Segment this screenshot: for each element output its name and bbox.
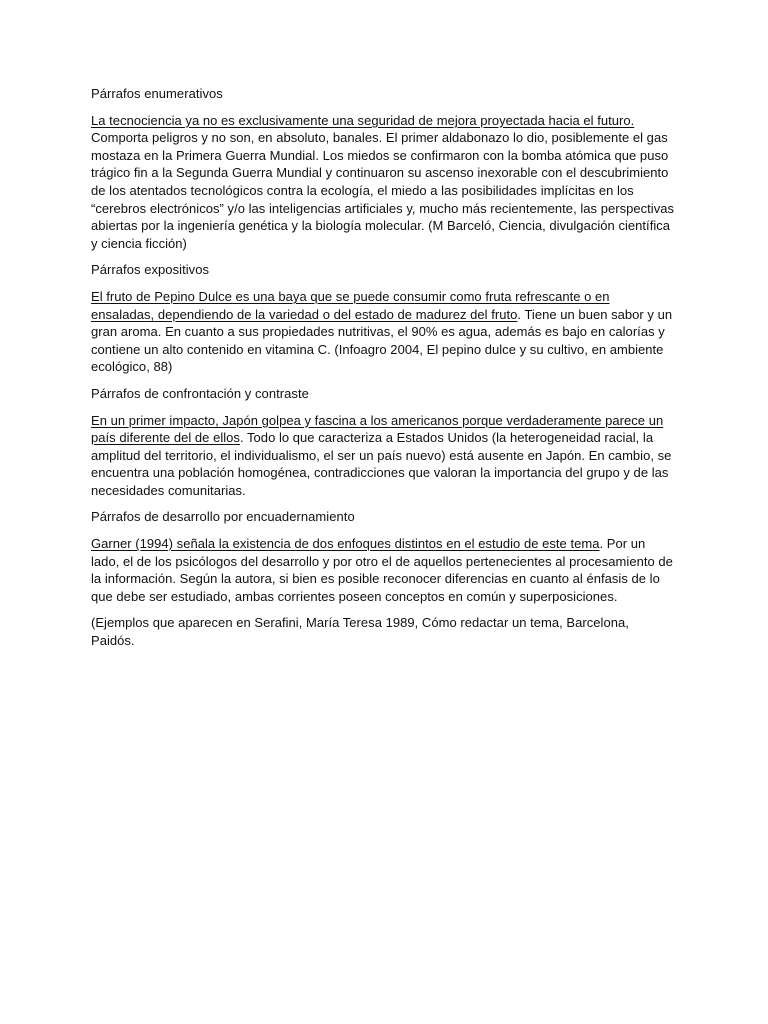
section-encuadernamiento bbox=[91, 508, 676, 605]
section-heading: Párrafos de confrontación y contraste bbox=[91, 385, 309, 401]
section-paragraph bbox=[91, 412, 676, 500]
section-paragraph bbox=[91, 288, 676, 376]
paragraph-text: . Todo lo que caracteriza a Estados Unidos (la heterogeneidad racial, la amplitud del territorio, el individualismo, el ser un país nuevo) está ausente en Japón. En cambio, se encuentra una población homogénea, contradicciones que valoran la importancia del grupo y de las necesidades comunitarias. bbox=[91, 430, 672, 498]
underlined-sentence: En un primer impacto, Japón golpea y fascina a los americanos porque verdaderamente parece un país diferente del de ellos bbox=[91, 412, 664, 446]
underlined-sentence: El fruto de Pepino Dulce es una baya que se puede consumir como fruta refrescante o en ensaladas, dependiendo de la variedad o del estado de madurez del fruto bbox=[91, 288, 610, 322]
underlined-sentence: La tecnociencia ya no es exclusivamente una seguridad de mejora proyectada hacia el futuro. bbox=[91, 112, 635, 128]
section-enumerativos bbox=[91, 85, 676, 252]
section-confrontacion bbox=[91, 385, 676, 500]
footnote: (Ejemplos que aparecen en Serafini, María Teresa 1989, Cómo redactar un tema, Barcelona, Paidós. bbox=[91, 615, 629, 649]
section-expositivos bbox=[91, 261, 676, 376]
section-heading: Párrafos expositivos bbox=[91, 262, 210, 278]
section-heading: Párrafos de desarrollo por encuadernamiento bbox=[91, 509, 355, 525]
document-body bbox=[91, 85, 676, 650]
paragraph-text: . Por un lado, el de los psicólogos del desarrollo y por otro el de aquellos pertenecientes al procesamiento de la información. Según la autora, si bien es posible reconocer diferencias en cuanto al énfasis de lo que debe ser estudiado, ambas corrientes poseen conceptos en común y superposiciones. bbox=[91, 536, 673, 604]
underlined-sentence: Garner (1994) señala la existencia de dos enfoques distintos en el estudio de este tema bbox=[91, 536, 600, 552]
section-paragraph bbox=[91, 535, 676, 605]
paragraph-text: . Tiene un buen sabor y un gran aroma. En cuanto a sus propiedades nutritivas, el 90% es agua, además es bajo en calorías y contiene un alto contenido en vitamina C. (Infoagro 2004, El pepino dulce y su cultivo, en ambiente ecológico, 88) bbox=[91, 306, 673, 375]
paragraph-text: Comporta peligros y no son, en absoluto, banales. El primer aldabonazo lo dio, posiblemente el gas mostaza en la Primera Guerra Mundial. Los miedos se confirmaron con la bomba atómica que puso trágico fin a la Segunda Guerra Mundial y continuaron su ascenso inexorable con el descubrimiento de los atentados tecnológicos contra la ecología, el miedo a las posibilidades implícitas en los “cerebros electrónicos” y/o las inteligencias artificiales y, mucho más recientemente, las perspectivas abiertas por la ingeniería genética y la biología molecular. (M Barceló, Ciencia, divulgación científica y ciencia ficción) bbox=[91, 130, 675, 251]
section-paragraph bbox=[91, 112, 676, 253]
section-heading: Párrafos enumerativos bbox=[91, 86, 223, 101]
